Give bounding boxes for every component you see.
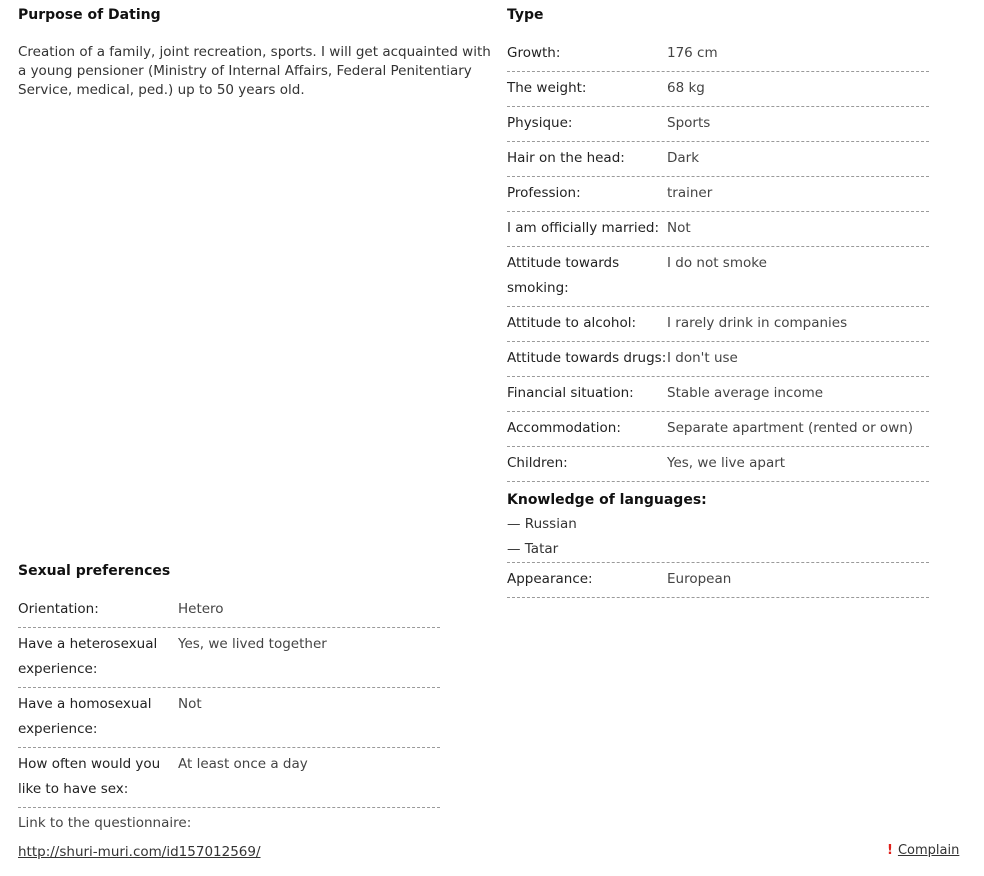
sexual-row-heterosexual xyxy=(18,628,440,688)
row-label: Financial situation: xyxy=(507,385,634,401)
purpose-text: Creation of a family, joint recreation, sports. I will get acquainted with a young pensioner (Ministry of Internal Affairs, Federal Penitentiary Service, medical, ped.) up to 50 years old. xyxy=(18,44,491,98)
row-label: Accommodation: xyxy=(507,420,621,436)
row-label: Have a heterosexual experience: xyxy=(18,636,158,677)
type-title: Type xyxy=(507,7,544,23)
type-row-hair xyxy=(507,142,929,177)
row-value: Sports xyxy=(667,115,711,131)
row-value: Yes, we lived together xyxy=(178,636,327,652)
row-value: Stable average income xyxy=(667,385,824,401)
languages-title: Knowledge of languages: xyxy=(507,492,707,508)
type-table xyxy=(507,37,929,598)
type-row-growth xyxy=(507,37,929,72)
type-row-accommodation xyxy=(507,412,929,447)
row-value: trainer xyxy=(667,185,713,201)
sexual-row-orientation xyxy=(18,593,440,628)
type-row-children xyxy=(507,447,929,482)
sexual-row-frequency xyxy=(18,748,440,808)
language-item: — Russian xyxy=(507,516,577,532)
sexual-title: Sexual preferences xyxy=(18,563,171,579)
type-row-smoking xyxy=(507,247,929,307)
exclamation-icon: ! xyxy=(887,843,893,858)
row-label: Attitude to alcohol: xyxy=(507,315,637,331)
row-value: 176 cm xyxy=(667,45,718,61)
row-value: Not xyxy=(178,696,202,712)
row-label: The weight: xyxy=(507,80,587,96)
row-label: Attitude towards drugs: xyxy=(507,350,667,366)
sexual-table xyxy=(18,593,440,808)
row-label: Attitude towards smoking: xyxy=(507,255,620,296)
type-row-weight xyxy=(507,72,929,107)
row-label: Growth: xyxy=(507,45,561,61)
row-value: Not xyxy=(667,220,691,236)
row-label: Appearance: xyxy=(507,571,593,587)
type-row-alcohol xyxy=(507,307,929,342)
row-value: I rarely drink in companies xyxy=(667,315,848,331)
questionnaire-label: Link to the questionnaire: xyxy=(18,815,192,831)
row-value: I don't use xyxy=(667,350,738,366)
sexual-row-homosexual xyxy=(18,688,440,748)
row-value: 68 kg xyxy=(667,80,705,96)
type-row-physique xyxy=(507,107,929,142)
row-label: Children: xyxy=(507,455,568,471)
row-label: How often would you like to have sex: xyxy=(18,756,161,797)
row-label: I am officially married: xyxy=(507,220,659,236)
questionnaire-link[interactable]: http://shuri-muri.com/id157012569/ xyxy=(18,844,261,860)
type-row-financial xyxy=(507,377,929,412)
languages-block xyxy=(507,482,929,563)
row-value: Yes, we live apart xyxy=(667,455,786,471)
row-label: Orientation: xyxy=(18,601,99,617)
complain-label[interactable]: Complain xyxy=(897,843,960,858)
row-value: I do not smoke xyxy=(667,255,767,271)
row-label: Profession: xyxy=(507,185,581,201)
row-value: Dark xyxy=(667,150,700,166)
type-row-married xyxy=(507,212,929,247)
row-label: Hair on the head: xyxy=(507,150,625,166)
type-row-appearance xyxy=(507,563,929,598)
row-value: At least once a day xyxy=(178,756,308,772)
row-label: Physique: xyxy=(507,115,573,131)
row-label: Have a homosexual experience: xyxy=(18,696,152,737)
complain-button[interactable] xyxy=(887,843,959,858)
purpose-title: Purpose of Dating xyxy=(18,7,161,23)
row-value: Separate apartment (rented or own) xyxy=(667,420,914,436)
type-row-drugs xyxy=(507,342,929,377)
language-item: — Tatar xyxy=(507,541,559,557)
row-value: Hetero xyxy=(178,601,224,617)
row-value: European xyxy=(667,571,732,587)
type-row-profession xyxy=(507,177,929,212)
